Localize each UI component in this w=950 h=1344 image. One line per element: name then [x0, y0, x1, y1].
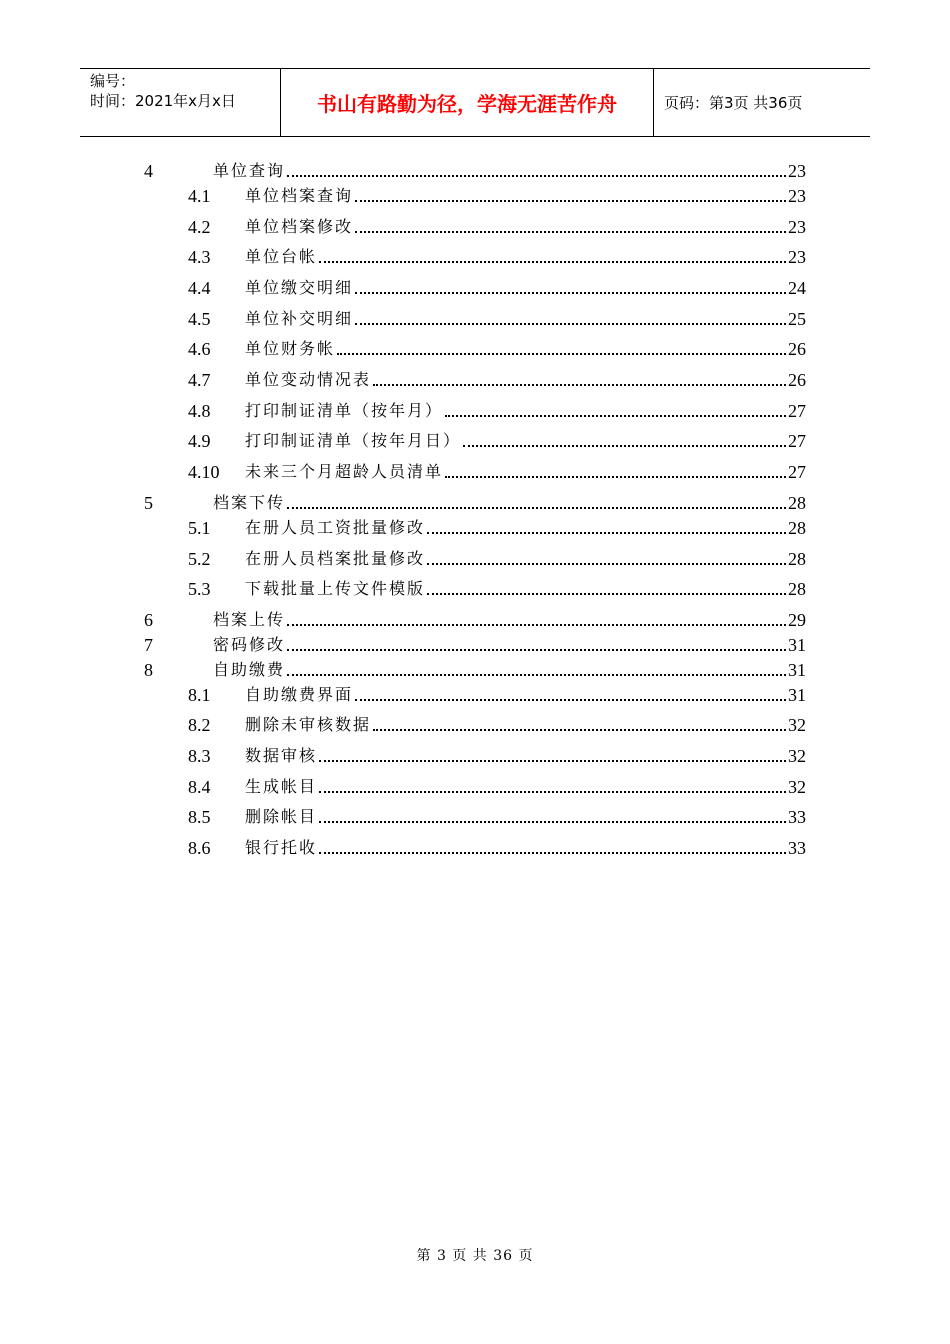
- toc-entry-page: 28: [788, 549, 806, 569]
- toc-entry-title: 档案下传: [213, 493, 286, 512]
- toc-entry-page: 31: [788, 660, 806, 680]
- toc-entry-number: 7: [144, 635, 153, 655]
- toc-dot-leader: [445, 415, 786, 417]
- toc-entry[interactable]: [188, 461, 806, 483]
- toc-entry-title: 单位补交明细: [245, 309, 354, 328]
- toc-entry-page: 27: [788, 431, 806, 451]
- toc-dot-leader: [337, 353, 786, 355]
- toc-dot-leader: [427, 532, 786, 534]
- toc-entry[interactable]: [144, 492, 806, 514]
- toc-entry-page: 32: [788, 746, 806, 766]
- toc-entry-title: 生成帐目: [245, 777, 318, 796]
- toc-dot-leader: [287, 507, 786, 509]
- toc-entry[interactable]: [188, 430, 806, 452]
- toc-entry-page: 28: [788, 579, 806, 599]
- toc-entry[interactable]: [188, 714, 806, 736]
- footer-page-number: 第 3 页 共 36 页: [416, 1248, 534, 1264]
- toc-entry-number: 4.8: [188, 401, 211, 421]
- time-label: 时间：2021年x月x日: [90, 92, 236, 110]
- toc-dot-leader: [319, 760, 786, 762]
- toc-entry-number: 8.4: [188, 777, 211, 797]
- toc-entry-number: 8: [144, 660, 153, 680]
- toc-entry[interactable]: [188, 338, 806, 360]
- toc-entry-title: 单位变动情况表: [245, 370, 372, 389]
- toc-entry[interactable]: [188, 517, 806, 539]
- toc-dot-leader: [373, 729, 786, 731]
- toc-entry-title: 档案上传: [213, 610, 286, 629]
- toc-entry-title: 单位档案修改: [245, 217, 354, 236]
- toc-entry-number: 5.3: [188, 579, 211, 599]
- toc-entry-number: 8.6: [188, 838, 211, 858]
- toc-entry-title: 自助缴费: [213, 660, 286, 679]
- toc-dot-leader: [319, 261, 786, 263]
- toc-entry-number: 4.3: [188, 247, 211, 267]
- toc-entry-page: 26: [788, 370, 806, 390]
- toc-entry-page: 27: [788, 462, 806, 482]
- toc-dot-leader: [445, 476, 786, 478]
- toc-dot-leader: [355, 699, 786, 701]
- toc-entry-title: 在册人员档案批量修改: [245, 549, 426, 568]
- toc-entry-number: 4.2: [188, 217, 211, 237]
- toc-entry[interactable]: [188, 308, 806, 330]
- toc-entry[interactable]: [144, 634, 806, 656]
- toc-entry-number: 8.1: [188, 685, 211, 705]
- toc-entry[interactable]: [188, 776, 806, 798]
- toc-entry-title: 银行托收: [245, 838, 318, 857]
- toc-dot-leader: [427, 563, 786, 565]
- toc-entry-number: 4.6: [188, 339, 211, 359]
- toc-entry-number: 5.2: [188, 549, 211, 569]
- toc-entry[interactable]: [188, 745, 806, 767]
- toc-entry-page: 32: [788, 777, 806, 797]
- toc-entry[interactable]: [188, 806, 806, 828]
- header-page-label: 页码：第3页 共36页: [664, 94, 803, 112]
- toc-entry-page: 23: [788, 247, 806, 267]
- number-label: 编号：: [90, 72, 136, 90]
- toc-dot-leader: [463, 445, 786, 447]
- toc-entry[interactable]: [188, 277, 806, 299]
- toc-entry[interactable]: [188, 400, 806, 422]
- toc-entry-title: 删除未审核数据: [245, 715, 372, 734]
- toc-dot-leader: [373, 384, 786, 386]
- toc-entry-number: 4.1: [188, 186, 211, 206]
- toc-entry[interactable]: [188, 578, 806, 600]
- toc-entry-title: 在册人员工资批量修改: [245, 518, 426, 537]
- toc-entry-page: 26: [788, 339, 806, 359]
- toc-entry-number: 8.3: [188, 746, 211, 766]
- toc-dot-leader: [287, 674, 786, 676]
- toc-entry-page: 23: [788, 161, 806, 181]
- toc-entry-title: 单位财务帐: [245, 339, 336, 358]
- toc-entry-page: 32: [788, 715, 806, 735]
- toc-entry[interactable]: [188, 684, 806, 706]
- toc-entry-page: 33: [788, 838, 806, 858]
- toc-entry[interactable]: [188, 837, 806, 859]
- toc-dot-leader: [319, 852, 786, 854]
- toc-entry-page: 24: [788, 278, 806, 298]
- toc-entry-number: 4.4: [188, 278, 211, 298]
- toc-entry-page: 29: [788, 610, 806, 630]
- toc-dot-leader: [287, 624, 786, 626]
- toc-entry-title: 下载批量上传文件模版: [245, 579, 426, 598]
- toc-entry-number: 5: [144, 493, 153, 513]
- toc-entry[interactable]: [188, 246, 806, 268]
- toc-entry-page: 23: [788, 217, 806, 237]
- toc-dot-leader: [355, 323, 786, 325]
- toc-entry-page: 31: [788, 685, 806, 705]
- toc-entry-page: 25: [788, 309, 806, 329]
- toc-dot-leader: [319, 791, 786, 793]
- toc-dot-leader: [319, 821, 786, 823]
- toc-entry-title: 数据审核: [245, 746, 318, 765]
- toc-entry[interactable]: [188, 185, 806, 207]
- page-header: [80, 68, 870, 137]
- toc-entry-title: 删除帐目: [245, 807, 318, 826]
- toc-entry[interactable]: [188, 548, 806, 570]
- toc-entry[interactable]: [144, 160, 806, 182]
- toc-entry-page: 33: [788, 807, 806, 827]
- toc-entry-page: 31: [788, 635, 806, 655]
- header-info: [80, 69, 281, 136]
- toc-entry-number: 6: [144, 610, 153, 630]
- toc-entry[interactable]: [144, 609, 806, 631]
- toc-entry-number: 4.5: [188, 309, 211, 329]
- toc-entry-number: 8.2: [188, 715, 211, 735]
- toc-entry[interactable]: [188, 216, 806, 238]
- toc-entry-title: 自助缴费界面: [245, 685, 354, 704]
- toc-dot-leader: [355, 292, 786, 294]
- toc-entry-number: 5.1: [188, 518, 211, 538]
- page-footer: [0, 1245, 950, 1265]
- toc-entry-title: 单位档案查询: [245, 186, 354, 205]
- toc-dot-leader: [355, 231, 786, 233]
- toc-entry-number: 4.9: [188, 431, 211, 451]
- toc-entry-title: 单位查询: [213, 161, 286, 180]
- toc-entry-page: 23: [788, 186, 806, 206]
- toc-entry-title: 打印制证清单（按年月）: [245, 401, 444, 420]
- toc-entry-number: 4: [144, 161, 153, 181]
- toc-entry-title: 密码修改: [213, 635, 286, 654]
- toc-entry-title: 打印制证清单（按年月日）: [245, 431, 462, 450]
- toc-entry-page: 28: [788, 518, 806, 538]
- toc-entry[interactable]: [188, 369, 806, 391]
- toc-entry-page: 27: [788, 401, 806, 421]
- toc-entry-number: 8.5: [188, 807, 211, 827]
- toc-entry-title: 单位台帐: [245, 247, 318, 266]
- toc-entry-title: 单位缴交明细: [245, 278, 354, 297]
- toc-dot-leader: [287, 649, 786, 651]
- toc-entry-page: 28: [788, 493, 806, 513]
- header-motto: 书山有路勤为径，学海无涯苦作舟: [281, 69, 654, 136]
- toc-entry[interactable]: [144, 659, 806, 681]
- toc-dot-leader: [427, 593, 786, 595]
- toc-dot-leader: [355, 200, 786, 202]
- toc-entry-number: 4.7: [188, 370, 211, 390]
- toc-entry-number: 4.10: [188, 462, 220, 482]
- toc-dot-leader: [287, 175, 786, 177]
- toc-entry-title: 未来三个月超龄人员清单: [245, 462, 444, 481]
